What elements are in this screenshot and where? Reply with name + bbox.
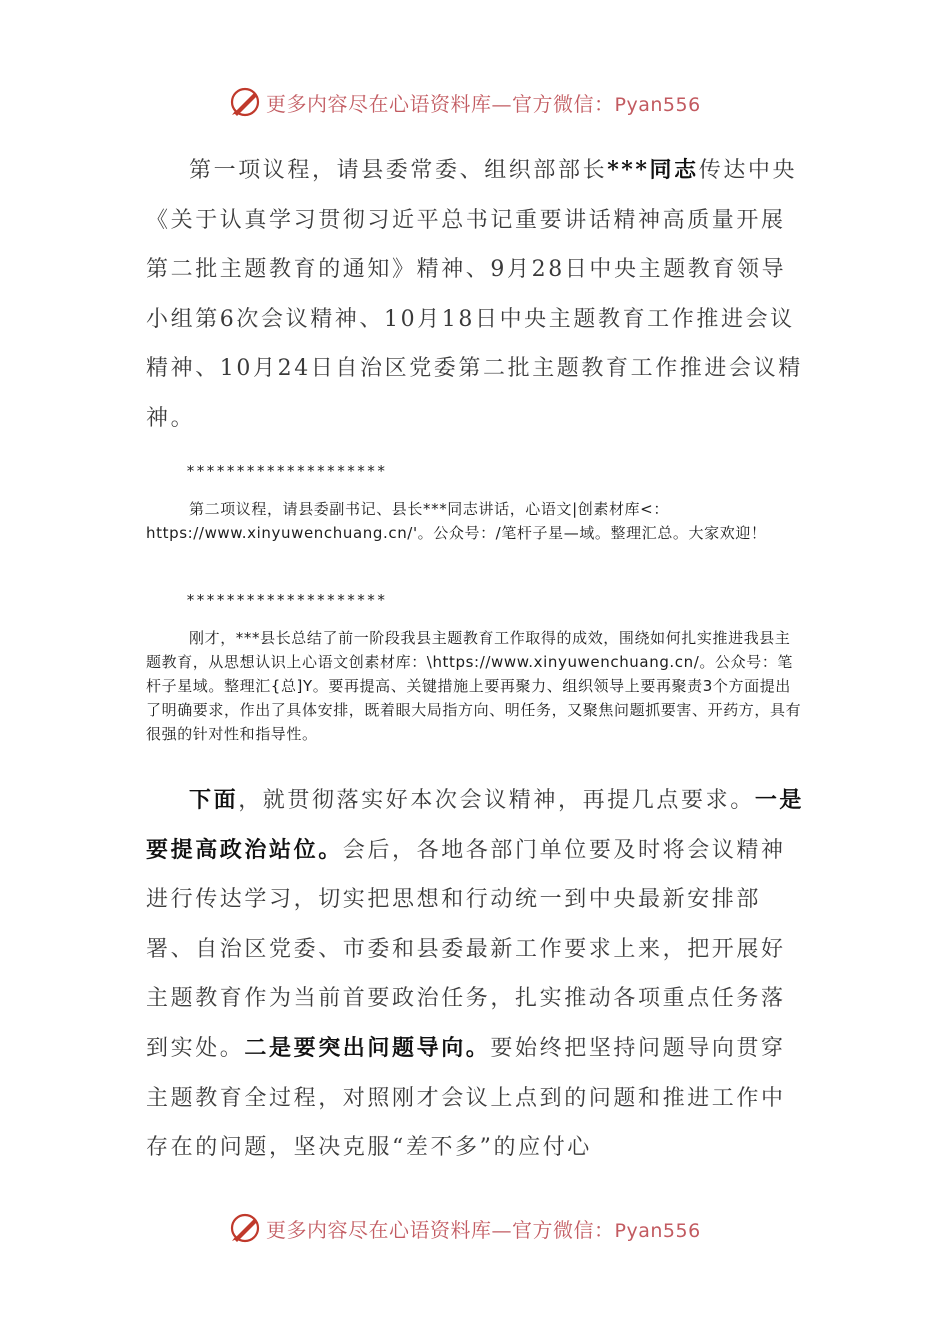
agenda-item-1: 第一项议程，请县委常委、组织部部长***同志传达中央《关于认真学习贯彻习近平总书记重要讲话精神高质量开展第二批主题教育的通知》精神、9月28日中央主题教育领导小组第6次会议精神、10月18日中央主题教育工作推进会议精神、10月24日自治区党委第二批主题教育工作推进会议精神。	[146, 157, 803, 431]
banner-wechat-id: Pyan556	[614, 1219, 701, 1242]
pen-logo-icon	[228, 1211, 262, 1245]
footer-banner	[228, 1208, 748, 1248]
requirements-paragraph: 下面，就贯彻落实好本次会议精神，再提几点要求。一是要提高政治站位。会后，各地各部门单位要及时将会议精神进行传达学习，切实把思想和行动统一到中央最新安排部署、自治区党委、市委和县委最新工作要求上来，把开展好主题教育作为当前首要政治任务，扎实推动各项重点任务落到实处。二是要突出问题导向。要始终把坚持问题导向贯穿主题教育全过程，对照刚才会议上点到的问题和推进工作中存在的问题，坚决克服“差不多”的应付心	[146, 787, 805, 1161]
point-2-heading: 二是要突出问题导向。	[244, 1034, 491, 1061]
banner-wechat-id: Pyan556	[614, 93, 701, 116]
pen-logo-icon	[228, 85, 262, 119]
banner-text: 更多内容尽在心语资料库—官方微信：Pyan556	[266, 1217, 701, 1242]
separator-1: ********************	[186, 462, 387, 480]
separator-2: ********************	[186, 591, 387, 609]
agenda-item-2: 第二项议程，请县委副书记、县长***同志讲话，心语文|创素材库<：https://www.xinyuwenchuang.cn/'。公众号：/笔杆子星—域。整理汇总。大家欢迎！	[146, 500, 767, 542]
summary-paragraph: 刚才，***县长总结了前一阶段我县主题教育工作取得的成效，围绕如何扎实推进我县主题教育，从思想认识上心语文创素材库：\https://www.xinyuwenchuang.cn/。公众号：笔杆子星域。整理汇{总]Y。要再提高、关键措施上要再聚力、组织领导上要再聚责3个方面提出了明确要求，作出了具体安排，既着眼大局指方向、明任务，又聚焦问题抓要害、开药方，具有很强的针对性和指导性。	[146, 629, 802, 743]
point-1-heading: 一是要提高政治站位。	[146, 787, 805, 863]
banner-text: 更多内容尽在心语资料库—官方微信：Pyan556	[266, 91, 701, 116]
bold-name: ***同志	[607, 157, 699, 183]
header-banner	[228, 82, 748, 122]
